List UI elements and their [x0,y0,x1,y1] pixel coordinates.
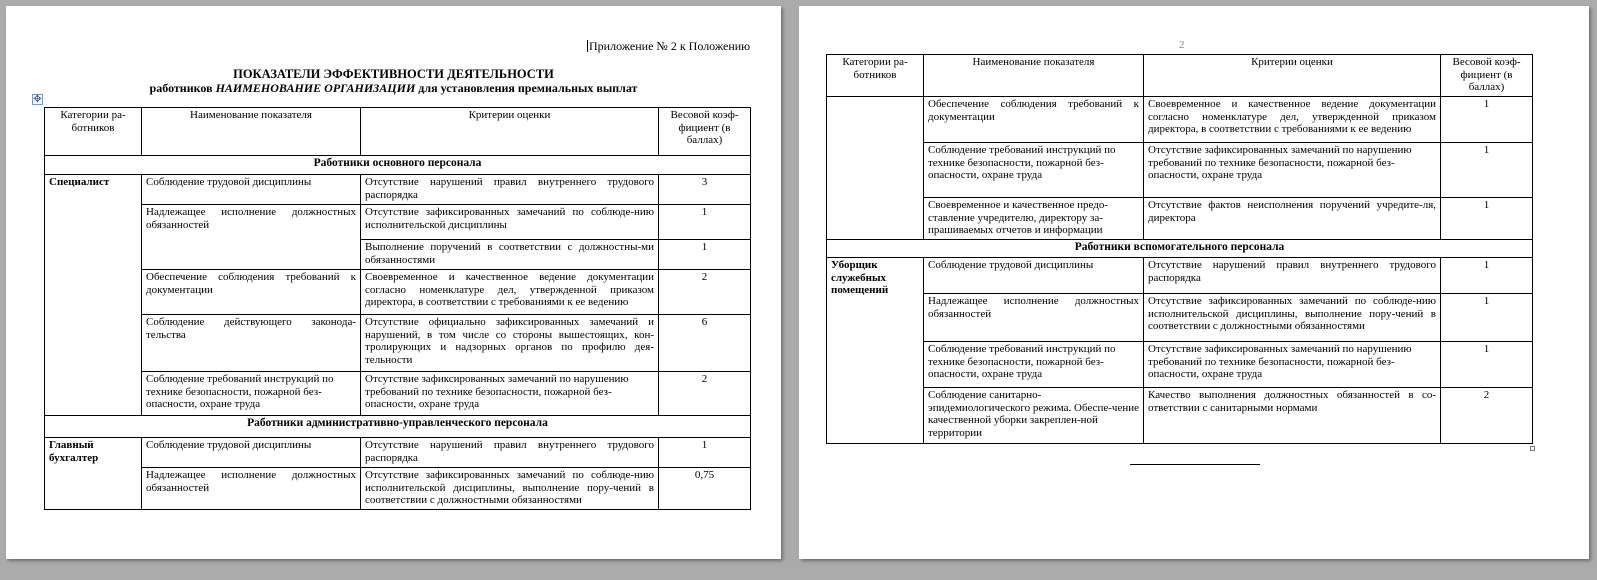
indicator-cell: Соблюдение трудовой дисциплины [142,438,361,468]
weight-cell: 1 [1441,143,1533,198]
table-row [827,97,1533,143]
header-criteria: Критерии оценки [1144,55,1441,97]
weight-cell: 2 [659,372,751,416]
table-header-row [45,108,751,156]
appendix-note [587,39,750,54]
weight-cell: 1 [659,438,751,468]
criteria-cell: Отсутствие зафиксированных замечаний по нарушению требований по технике безопасности, пожарной без-опасности, охране труда [1144,342,1441,388]
section-row [827,240,1533,258]
table-row [45,372,751,416]
move-cross-icon[interactable]: ✥ [33,94,42,105]
section-title-main-staff: Работники основного персонала [45,156,751,175]
section-row [45,416,751,438]
weight-cell: 1 [659,205,751,240]
header-weight: Весовой коэф-фициент (в баллах) [659,108,751,156]
criteria-cell: Отсутствие фактов неисполнения поручений учредите-ля, директора [1144,198,1441,240]
indicator-cell: Надлежащее исполнение должностных обязанностей [924,294,1144,342]
document-page-1[interactable] [6,6,781,559]
header-indicator: Наименование показателя [924,55,1144,97]
table-row [827,143,1533,198]
weight-cell: 1 [659,240,751,270]
indicator-cell: Своевременное и качественное предо-ставление учредителю, директору за-прашиваемых отчетов и информации [924,198,1144,240]
weight-cell: 2 [1441,388,1533,444]
text-cursor [587,40,588,52]
document-title: ПОКАЗАТЕЛИ ЭФФЕКТИВНОСТИ ДЕЯТЕЛЬНОСТИ [233,67,554,81]
table-row [827,198,1533,240]
header-indicator: Наименование показателя [142,108,361,156]
subtitle-suffix: для установления премиальных выплат [418,81,638,95]
footnote-separator-line [1130,464,1260,465]
table-row [45,205,751,240]
category-cell-empty [827,97,924,240]
criteria-cell: Отсутствие зафиксированных замечаний по соблюде-нию исполнительской дисциплины, выполнение пору-чений в соответствии с должностными обязанностями [1144,294,1441,342]
appendix-text: Приложение № 2 к Положению [589,39,751,53]
subtitle-prefix: работников [149,81,213,95]
indicator-cell: Обеспечение соблюдения требований к документации [142,270,361,315]
indicator-cell: Надлежащее исполнение должностных обязанностей [142,468,361,510]
criteria-cell: Отсутствие зафиксированных замечаний по соблюде-нию исполнительской дисциплины, выполнение пору-чений в соответствии с должностными обязанностями [361,468,659,510]
indicator-cell: Соблюдение требований инструкций по технике безопасности, пожарной без-опасности, охране труда [142,372,361,416]
table-row [827,342,1533,388]
criteria-cell: Отсутствие зафиксированных замечаний по нарушению требований по технике безопасности, пожарной без-опасности, охране труда [1144,143,1441,198]
section-title-support-staff: Работники вспомогательного персонала [827,240,1533,258]
table-row [827,294,1533,342]
section-row [45,156,751,175]
indicator-cell: Соблюдение санитарно-эпидемиологического режима. Обеспе-чение качественной уборки закреплен-ной территории [924,388,1144,444]
table-row [45,468,751,510]
criteria-cell: Своевременное и качественное ведение документации согласно номенклатуре дел, утвержденной приказом директора, в соответствии с требованиями к ее ведению [361,270,659,315]
indicator-cell: Обеспечение соблюдения требований к документации [924,97,1144,143]
table-row [45,438,751,468]
weight-cell: 1 [1441,258,1533,294]
indicators-table-page2[interactable] [826,54,1533,444]
criteria-cell: Отсутствие зафиксированных замечаний по нарушению требований по технике безопасности, пожарной без-опасности, охране труда [361,372,659,416]
header-weight: Весовой коэф-фициент (в баллах) [1441,55,1533,97]
weight-cell: 1 [1441,198,1533,240]
criteria-cell: Выполнение поручений в соответствии с должностны-ми обязанностями [361,240,659,270]
header-category: Категории ра-ботников [827,55,924,97]
criteria-cell: Качество выполнения должностных обязанностей в со-ответствии с санитарными нормами [1144,388,1441,444]
weight-cell: 2 [659,270,751,315]
category-specialist: Специалист [45,175,142,416]
indicator-cell: Соблюдение действующего законода-тельства [142,315,361,372]
category-chief-accountant: Главный бухгалтер [45,438,142,510]
criteria-cell: Отсутствие нарушений правил внутреннего трудового распорядка [1144,258,1441,294]
indicator-cell: Надлежащее исполнение должностных обязанностей [142,205,361,270]
section-title-admin-staff: Работники административно-управленческого персонала [45,416,751,438]
category-cleaner: Уборщик служебных помещений [827,258,924,444]
criteria-cell: Отсутствие нарушений правил внутреннего трудового распорядка [361,175,659,205]
weight-cell: 0,75 [659,468,751,510]
indicator-cell: Соблюдение требований инструкций по технике безопасности, пожарной без-опасности, охране труда [924,342,1144,388]
document-subtitle [6,81,781,96]
table-row [45,175,751,205]
table-header-row [827,55,1533,97]
criteria-cell: Отсутствие зафиксированных замечаний по соблюде-нию исполнительской дисциплины [361,205,659,240]
criteria-cell: Своевременное и качественное ведение документации согласно номенклатуре дел, утвержденной приказом директора, в соответствии с требованиями к ее ведению [1144,97,1441,143]
criteria-cell: Отсутствие нарушений правил внутреннего трудового распорядка [361,438,659,468]
table-row [827,388,1533,444]
table-resize-handle-icon[interactable] [1530,446,1535,451]
table-row [827,258,1533,294]
weight-cell: 1 [1441,342,1533,388]
organization-name: НАИМЕНОВАНИЕ ОРГАНИЗАЦИИ [215,81,416,95]
weight-cell: 1 [1441,294,1533,342]
document-page-2[interactable] [799,6,1589,559]
header-criteria: Критерии оценки [361,108,659,156]
indicator-cell: Соблюдение трудовой дисциплины [924,258,1144,294]
table-row [45,315,751,372]
indicators-table-page1[interactable] [44,107,751,510]
table-row [45,270,751,315]
page-number: 2 [1179,39,1185,51]
indicator-cell: Соблюдение трудовой дисциплины [142,175,361,205]
weight-cell: 3 [659,175,751,205]
header-category: Категории ра-ботников [45,108,142,156]
weight-cell: 6 [659,315,751,372]
indicator-cell: Соблюдение требований инструкций по технике безопасности, пожарной без-опасности, охране труда [924,143,1144,198]
criteria-cell: Отсутствие официально зафиксированных замечаний и нарушений, в том числе со стороны вышестоящих, кон-тролирующих и надзорных органов по профилю дея-тельности [361,315,659,372]
weight-cell: 1 [1441,97,1533,143]
